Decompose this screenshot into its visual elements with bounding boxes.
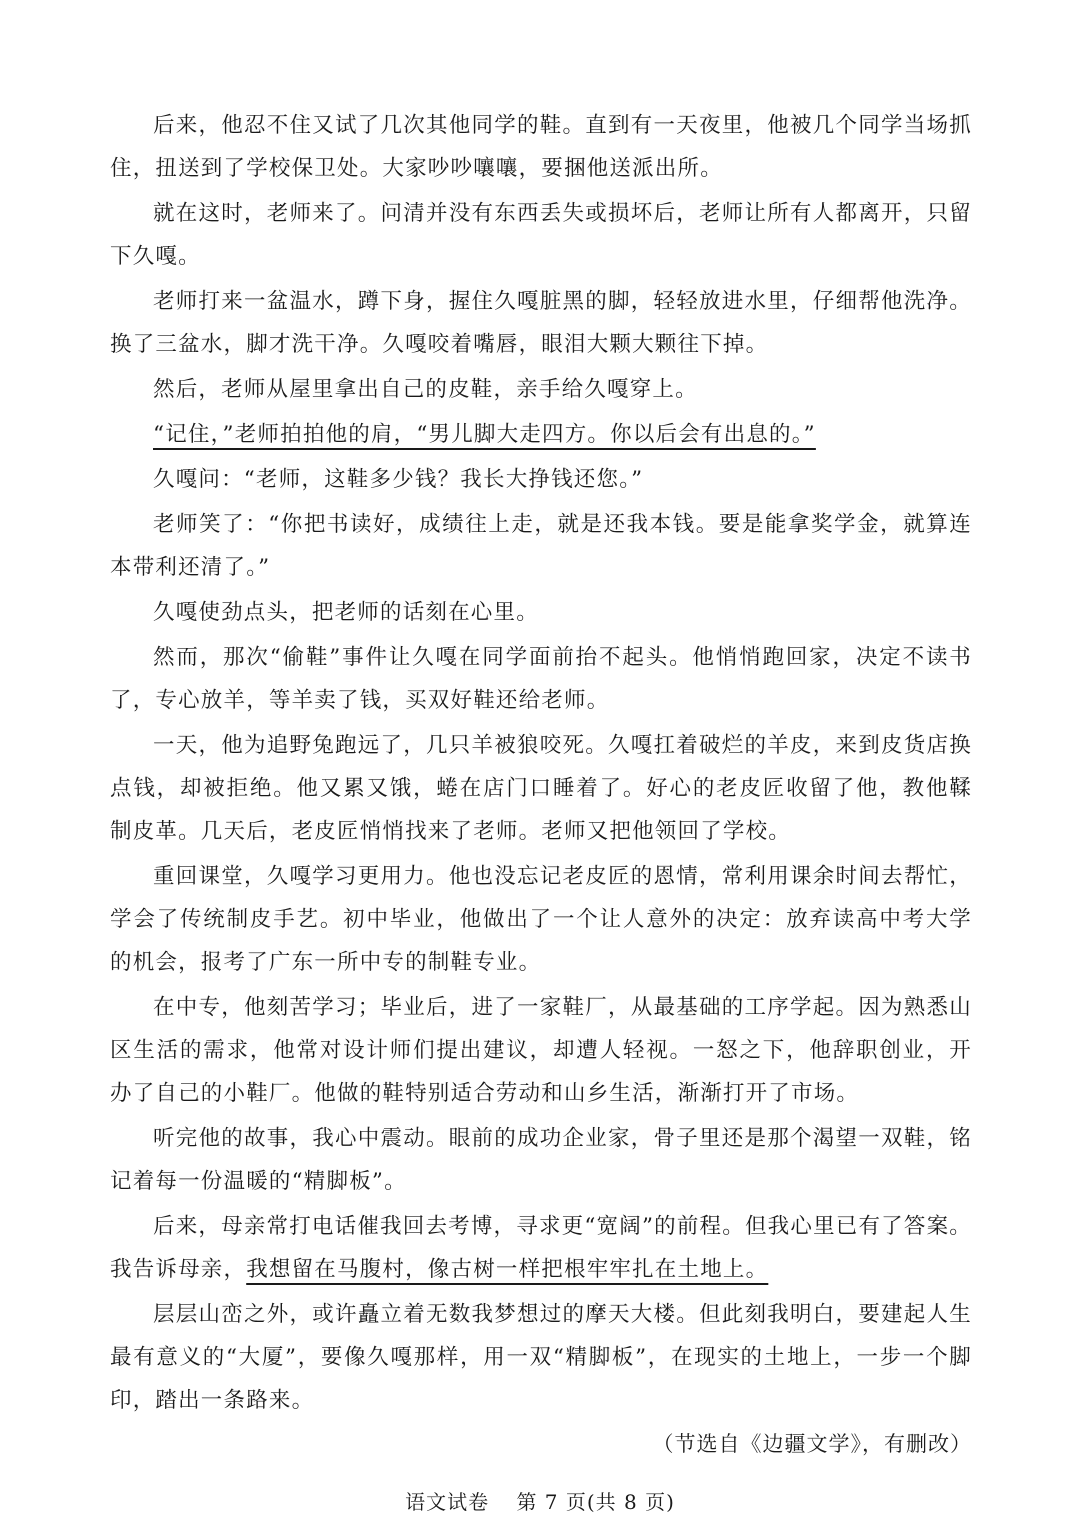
paragraph-6: 久嘎问：“老师，这鞋多少钱？我长大挣钱还您。” (153, 467, 644, 492)
paragraph-12: 在中专，他刻苦学习；毕业后，进了一家鞋厂，从最基础的工序学起。因为熟悉山区生活的需求，他常对设计师们提出建议，却遭人轻视。一怒之下，他辞职创业，开办了自己的小鞋厂。他做的鞋特别适合劳动和山乡生活，渐渐打开了市场。 (110, 995, 972, 1106)
footer-subject: 语文试卷 (405, 1490, 490, 1514)
underlined-sentence-1: “记住，”老师拍拍他的肩，“男儿脚大走四方。你以后会有出息的。” (153, 422, 816, 447)
paragraph-4: 然后，老师从屋里拿出自己的皮鞋，亲手给久嘎穿上。 (153, 377, 698, 402)
paragraph-5-underlined (110, 413, 972, 456)
paragraph-11: 重回课堂，久嘎学习更用力。他也没忘记老皮匠的恩情，常利用课余时间去帮忙，学会了传统制皮手艺。初中毕业，他做出了一个让人意外的决定：放弃读高中考大学的机会，报考了广东一所中专的制鞋专业。 (110, 864, 972, 975)
paragraph-14 (110, 1205, 972, 1291)
paragraph-8: 久嘎使劲点头，把老师的话刻在心里。 (153, 600, 539, 625)
page-footer (0, 1486, 1080, 1515)
article-body (110, 104, 972, 1422)
underlined-sentence-2: 我想留在马腹村，像古树一样把根牢牢扎在土地上。 (246, 1257, 769, 1282)
paragraph-7: 老师笑了：“你把书读好，成绩往上走，就是还我本钱。要是能拿奖学金，就算连本带利还清了。” (110, 512, 972, 580)
paragraph-14-lead: 后来，母亲常打电话催我回去考博，寻求更“宽阔”的前程。但我心里已有了答案。我告诉母亲， (110, 1214, 972, 1282)
paragraph-9: 然而，那次“偷鞋”事件让久嘎在同学面前抬不起头。他悄悄跑回家，决定不读书了，专心放羊，等羊卖了钱，买双好鞋还给老师。 (110, 645, 972, 713)
source-note: （节选自《边疆文学》，有删改） (652, 1432, 972, 1456)
paragraph-3: 老师打来一盆温水，蹲下身，握住久嘎脏黑的脚，轻轻放进水里，仔细帮他洗净。换了三盆水，脚才洗干净。久嘎咬着嘴唇，眼泪大颗大颗往下掉。 (110, 289, 972, 357)
footer-page-info: 第 7 页(共 8 页) (516, 1490, 675, 1514)
paragraph-2: 就在这时，老师来了。问清并没有东西丢失或损坏后，老师让所有人都离开，只留下久嘎。 (110, 201, 972, 269)
paragraph-1: 后来，他忍不住又试了几次其他同学的鞋。直到有一天夜里，他被几个同学当场抓住，扭送到了学校保卫处。大家吵吵嚷嚷，要捆他送派出所。 (110, 113, 972, 181)
paragraph-13: 听完他的故事，我心中震动。眼前的成功企业家，骨子里还是那个渴望一双鞋，铭记着每一份温暖的“精脚板”。 (110, 1126, 972, 1194)
paragraph-10: 一天，他为追野兔跑远了，几只羊被狼咬死。久嘎扛着破烂的羊皮，来到皮货店换点钱，却被拒绝。他又累又饿，蜷在店门口睡着了。好心的老皮匠收留了他，教他鞣制皮革。几天后，老皮匠悄悄找来了老师。老师又把他领回了学校。 (110, 733, 972, 844)
paragraph-15: 层层山峦之外，或许矗立着无数我梦想过的摩天大楼。但此刻我明白，要建起人生最有意义的“大厦”，要像久嘎那样，用一双“精脚板”，在现实的土地上，一步一个脚印，踏出一条路来。 (110, 1302, 972, 1413)
